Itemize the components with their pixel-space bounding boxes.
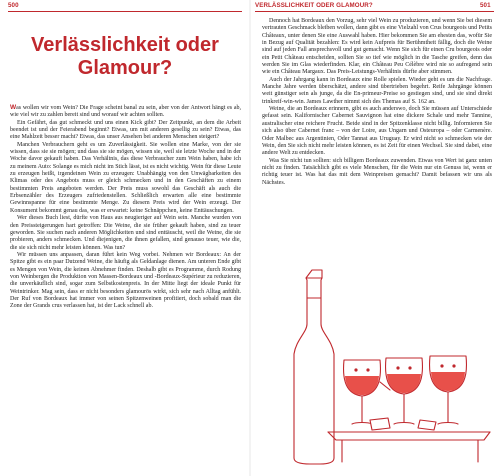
left-paragraph-1 bbox=[10, 104, 241, 120]
table-icon bbox=[328, 432, 490, 462]
wine-glass-icon bbox=[386, 358, 423, 424]
right-body-text bbox=[262, 18, 492, 187]
wine-glass-icon bbox=[430, 356, 467, 424]
left-paragraph-5: Wir müssen uns anpassen, daran führt kein Weg vorbei. Nehmen wir Bordeaux: An der Spitze gibt es ein paar Dutzend Weine, die häufig als Geldanlage dienen. Am unteren Ende gibt es Mengen von Wein, die keinen Abnehmer finden. Deshalb gibt es Programme, durch Rodung von Weinbergen die Produktion von Massen-Bordeaux und -Bordeaux-Supérieur zu reduzieren, die unverkäuflich sind, sogar zum Selbstkostenpreis. In der Mitte liegt der ideale Punkt für Weintrinker. Mag sein, dass er nicht besonders glamourös wirkt, sich sehr nach Alltag anfühlt. Der Ruf von Bordeaux hat immer von seinen Spitzenweinen profitiert, doch sobald man die Zone der Grands crus verlassen hat, ist der Lack schnell ab. bbox=[10, 251, 241, 310]
wine-glass-icon bbox=[344, 360, 390, 424]
right-paragraph-3: Weine, die an Bordeaux erinnern, gibt es auch anderswo, doch Sie müssen auf Unterschiede gefasst sein. Kalifornischer Cabernet Sauvignon hat eine dickere Schale und mehr Tannine, australischer eine reichere Frucht. Beide sind in der Spitzenklasse nicht billig. Informieren Sie sich also über Cabernet franc – von der Loire, aus Ungarn und Osteuropa – oder Carmenère. Oder Malbec aus Argentinien, Oder Tannat aus Uruguay. Er wird nicht so schmecken wie der Wein, den Sie sich nicht mehr leisten können, es ist Zeit für einen Wechsel. Sie sind dabei, eine andere Welt zu entdecken. bbox=[262, 106, 492, 157]
left-paragraph-3: Manchen Verbrauchern geht es um Zuverlässigkeit. Sie wollen eine Marke, von der sie wissen, dass sie sie mögen; und dass sie sie mögen, wissen sie, weil sie letzte Woche und in der Woche davor gekauft haben. Das Verhältnis, das diese Verbraucher zum Wein haben, habe ich zu meinem Auto: Solange es mich nicht im Stich lässt, ist es nicht wichtig. Wein für diese Leute zu erzeugen heißt, irgendeinen Wein zu erzeugen: Unabhängig von den Unwägbarkeiten des Klimas oder des Angebots muss er gleich schmecken und in den Geschäften zu einem bestimmten Preis angeboten werden. Der Preis muss sowohl das Geschäft als auch die Erbsenzähler des Erzeugers zufriedenstellen. Schließlich erwarten alle eine bestimmte Gewinnspanne für eine bestimmte Menge. Zu diesem Preis wird der Wein erzeugt. Der Konsument bekommt genau das, was er erwartet: keine Schnäppchen, keine Enttäuschungen. bbox=[10, 141, 241, 214]
wine-bottle-icon bbox=[294, 270, 334, 464]
drop-cap: W bbox=[10, 104, 17, 111]
right-paragraph-2: Auch der Jahrgang kann in Bordeaux eine Rolle spielen. Wieder geht es um die Nachfrage. Manche Jahre werden überschätzt, andere sind übertrieben begehrt. Reife Jahrgänge können weit günstiger sein als junge, da die En-primeur-Preise so gestiegen sind, und sie sind direkt trinkreif-win-win. James Lawther nimmt sich des Themas auf S. 162 an. bbox=[262, 76, 492, 105]
right-page-number: 501 bbox=[480, 2, 491, 9]
left-body-text bbox=[10, 104, 241, 311]
left-page-number: 500 bbox=[8, 2, 19, 9]
left-header-rule bbox=[8, 11, 242, 12]
wine-bottle-and-glasses-illustration bbox=[270, 262, 495, 467]
left-paragraph-4: Wer dieses Buch liest, dürfte von Haus aus neugieriger auf Wein sein. Manche wurden von den Preissteigerungen hart getroffen: Die Weine, die sie früher gekauft haben, sind zu teuer geworden. Sie suchen nach anderen Möglichkeiten und sind enttäuscht, weil die Weine, die sie probieren, anders schmecken. Und diejenigen, die ihnen gefallen, sind genauso teuer, wie die, die sie sich nicht mehr leisten können. Was tun? bbox=[10, 215, 241, 251]
right-paragraph-4: Was Sie nicht tun sollten: sich billigem Bordeaux zuwenden. Etwas von Wert ist ganz unten nicht zu finden. Tatsächlich gibt es viele Menschen, für die Wein nur ein Genuss ist, wenn er richtig teuer ist. Was hat das mit dem Weinpreisen gemacht? Damit befassen wir uns als Nächstes. bbox=[262, 157, 492, 186]
left-paragraph-1-text: as wollen wir vom Wein? Die Frage scheint banal zu sein, aber von der Antwort hängt es ab, wie viel wir zu zahlen bereit sind und worauf wir achten sollten. bbox=[10, 105, 241, 119]
running-header-title: VERLÄSSLICHKEIT ODER GLAMOUR? bbox=[255, 2, 373, 9]
right-header-rule bbox=[255, 11, 494, 12]
left-paragraph-2: Ein Gefährt, das gut schmeckt und uns einen Kick gibt? Der Zeitpunkt, an dem die Arbeit beendet ist und der Feierabend beginnt? Etwas, um mit anderen gesellig zu sein? Etwas, das eine Mahlzeit besser macht? Etwas, das unser Ansehen bei anderen Menschen steigert? bbox=[10, 119, 241, 141]
card-icon bbox=[370, 418, 436, 430]
chapter-title: Verlässlichkeit oder Glamour? bbox=[31, 34, 219, 79]
right-paragraph-1: Dennoch hat Bordeaux den Vorzug, sehr viel Wein zu produzieren, und wenn Sie bei diesem vertrauten Geschmack bleiben wollen, dann gibt es eine Vielzahl von Crus bourgeois und Petits Châteaux, unter denen Sie eine Auswahl haben. Hier bekommen Sie am ehesten das, wofür Sie in Bezug auf Qualität bezahlen: Es wird kein Aufpreis für Berühmtheit fällig, doch die Weine sind auf jeden Fall ansprechsvoll und gut gemacht. Wenn Sie sich für einen Cru bourgeois oder ein Petit Château entscheiden, sollten Sie so tief wie möglich in die Tasche greifen, denn das werden Sie im Glas wiederfinden. Klar, ein Château Peu Célèbre wird nie so aufregend sein wie ein Château Margaux. Das Preis-Leistungs-Verhältnis dürfte aber stimmen. bbox=[262, 18, 492, 76]
